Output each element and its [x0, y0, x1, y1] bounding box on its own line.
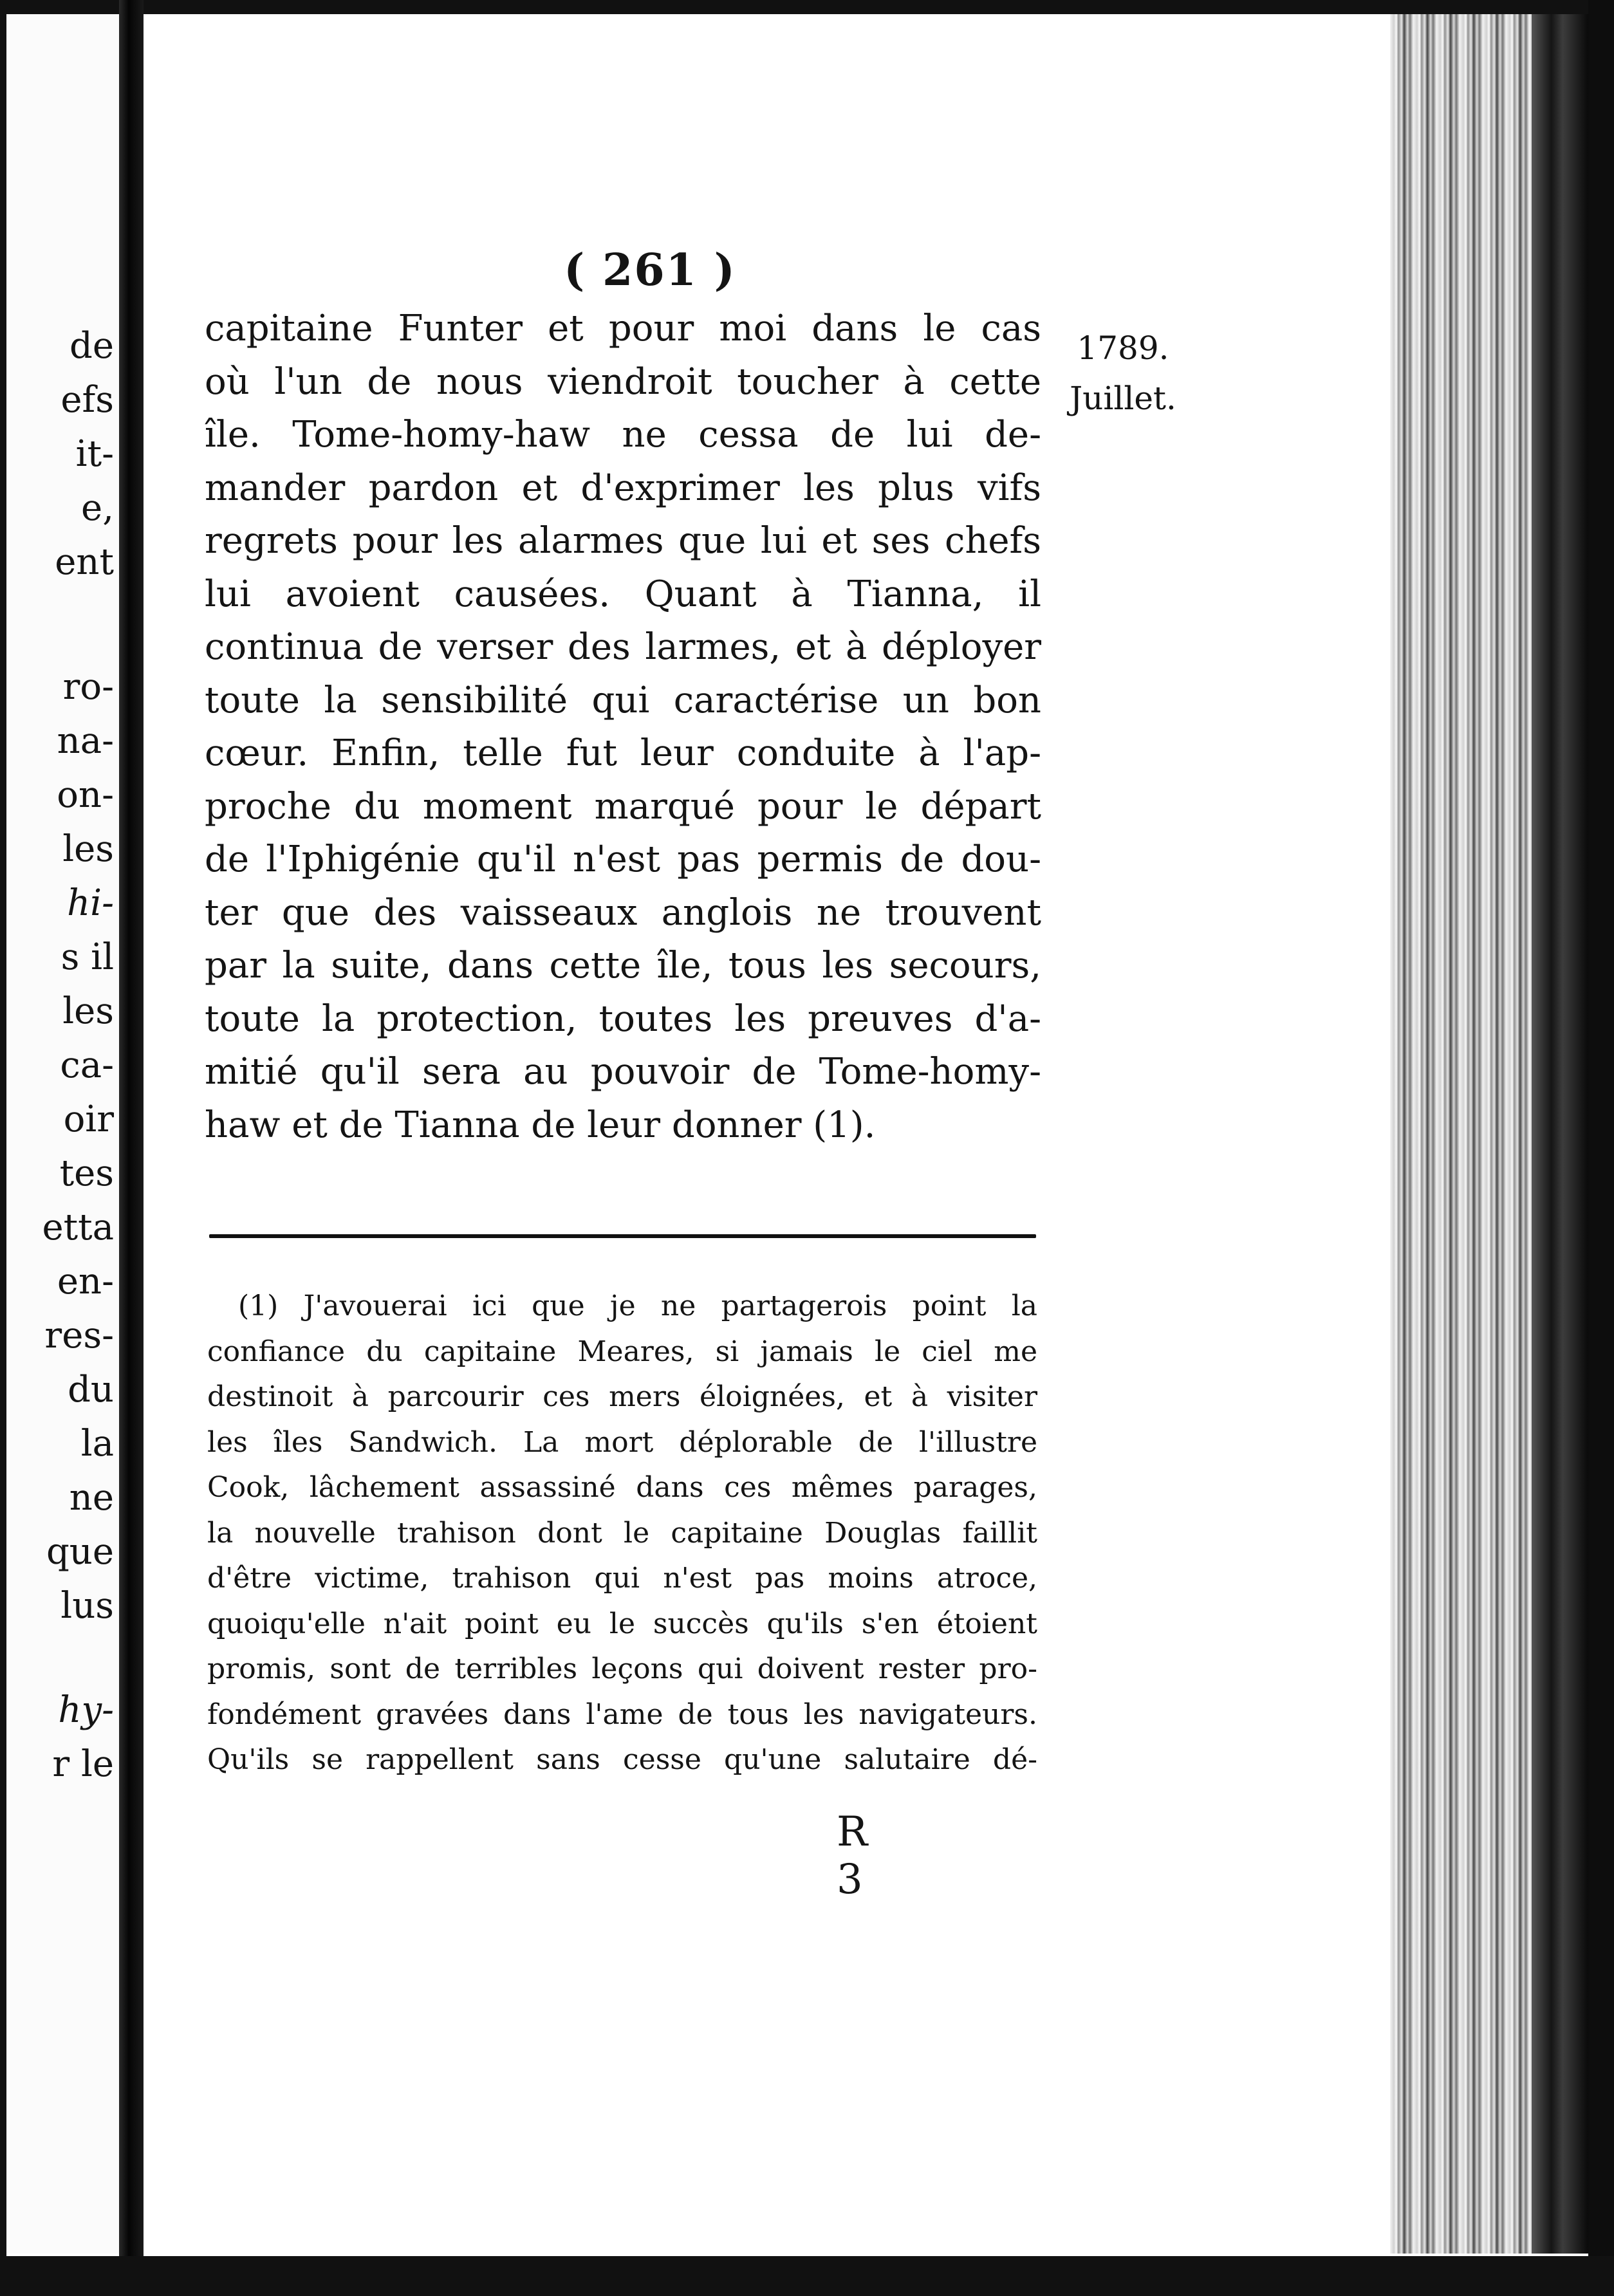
- facing-page-fragment: tes: [59, 1153, 114, 1194]
- facing-page-fragment: res-: [44, 1315, 114, 1356]
- body-line: de l'Iphigénie qu'il n'est pas permis de dou-: [205, 838, 1041, 880]
- scan-frame-left: [0, 0, 6, 2296]
- facing-page-fragment: r le: [52, 1743, 114, 1785]
- facing-page-fragment: oir: [63, 1098, 114, 1140]
- facing-page-fragment: hy-: [58, 1689, 114, 1731]
- facing-page-fragment: on-: [57, 774, 114, 816]
- body-line: mitié qu'il sera au pouvoir de Tome-homy-: [205, 1051, 1041, 1093]
- footnote-line: quoiqu'elle n'ait point eu le succès qu'ils s'en étoient: [207, 1607, 1037, 1640]
- footnote-line: destinoit à parcourir ces mers éloignées, et à visiter: [207, 1380, 1037, 1413]
- footnote-line: fondément gravées dans l'ame de tous les navigateurs.: [207, 1698, 1037, 1731]
- body-line: toute la protection, toutes les preuves d'a-: [205, 997, 1041, 1040]
- footnote-line: promis, sont de terribles leçons qui doivent rester pro-: [207, 1653, 1037, 1685]
- footnote-line: la nouvelle trahison dont le capitaine Douglas faillit: [207, 1516, 1037, 1550]
- facing-page-fragment: lus: [60, 1585, 114, 1627]
- scan-frame-right: [1588, 0, 1614, 2296]
- facing-page-fragment: de: [70, 325, 114, 367]
- facing-page-fragment: ro-: [62, 666, 114, 708]
- facing-page-fragment: hi-: [67, 882, 114, 924]
- facing-page-fragment: ent: [55, 541, 114, 583]
- page-edges-shadow: [1532, 14, 1588, 2254]
- margin-month: Juillet.: [1070, 380, 1176, 417]
- facing-page: [6, 14, 119, 2254]
- facing-page-fragment: na-: [57, 720, 114, 762]
- body-line: île. Tome-homy-haw ne cessa de lui de-: [205, 414, 1041, 456]
- signature-mark: R 3: [837, 1808, 871, 1903]
- facing-page-fragment: que: [46, 1531, 114, 1573]
- body-line: cœur. Enfin, telle fut leur conduite à l'ap-: [205, 732, 1041, 774]
- scan-frame-bottom: [0, 2256, 1614, 2296]
- facing-page-fragment: ca-: [60, 1044, 114, 1086]
- facing-page-fragment: etta: [42, 1207, 114, 1248]
- body-line: regrets pour les alarmes que lui et ses chefs: [205, 520, 1041, 562]
- body-line: haw et de Tianna de leur donner (1).: [205, 1104, 876, 1146]
- body-line: continua de verser des larmes, et à déployer: [205, 626, 1041, 668]
- facing-page-fragment: s il: [60, 936, 114, 978]
- facing-page-fragment: les: [62, 990, 114, 1032]
- footnote-line: Cook, lâchement assassiné dans ces mêmes parages,: [207, 1471, 1037, 1504]
- body-line: par la suite, dans cette île, tous les secours,: [205, 945, 1041, 986]
- facing-page-fragment: la: [80, 1423, 114, 1465]
- body-line: ter que des vaisseaux anglois ne trouvent: [205, 891, 1041, 934]
- facing-page-fragment: ne: [69, 1477, 114, 1519]
- footnote: [207, 1284, 1037, 1783]
- scan-frame-top: [0, 0, 1614, 14]
- footnote-line: (1) J'avouerai ici que je ne partagerois point la: [238, 1290, 1037, 1322]
- body-line: mander pardon et d'exprimer les plus vifs: [205, 467, 1041, 509]
- body-line: proche du moment marqué pour le départ: [205, 785, 1041, 828]
- page-number: ( 261 ): [564, 245, 736, 296]
- body-line: où l'un de nous viendroit toucher à cette: [205, 360, 1041, 403]
- facing-page-fragment: en-: [57, 1261, 114, 1302]
- facing-page-fragment: e,: [81, 487, 114, 529]
- footnote-rule: [209, 1234, 1036, 1238]
- body-line: capitaine Funter et pour moi dans le cas: [205, 308, 1041, 349]
- body-text: [205, 302, 1041, 1152]
- footnote-line: confiance du capitaine Meares, si jamais le ciel me: [207, 1335, 1037, 1368]
- margin-year: 1789.: [1077, 329, 1169, 367]
- body-line: lui avoient causées. Quant à Tianna, il: [205, 573, 1041, 615]
- footnote-line: d'être victime, trahison qui n'est pas moins atroce,: [207, 1562, 1037, 1595]
- footnote-line: les îles Sandwich. La mort déplorable de l'illustre: [207, 1425, 1037, 1459]
- facing-page-fragment: les: [62, 828, 114, 870]
- facing-page-fragment: it-: [75, 433, 114, 475]
- book-gutter: [119, 0, 144, 2296]
- footnote-line: Qu'ils se rappellent sans cesse qu'une salutaire dé-: [207, 1743, 1037, 1776]
- facing-page-fragment: du: [68, 1369, 114, 1411]
- facing-page-fragment: efs: [60, 379, 114, 421]
- body-line: toute la sensibilité qui caractérise un bon: [205, 679, 1041, 721]
